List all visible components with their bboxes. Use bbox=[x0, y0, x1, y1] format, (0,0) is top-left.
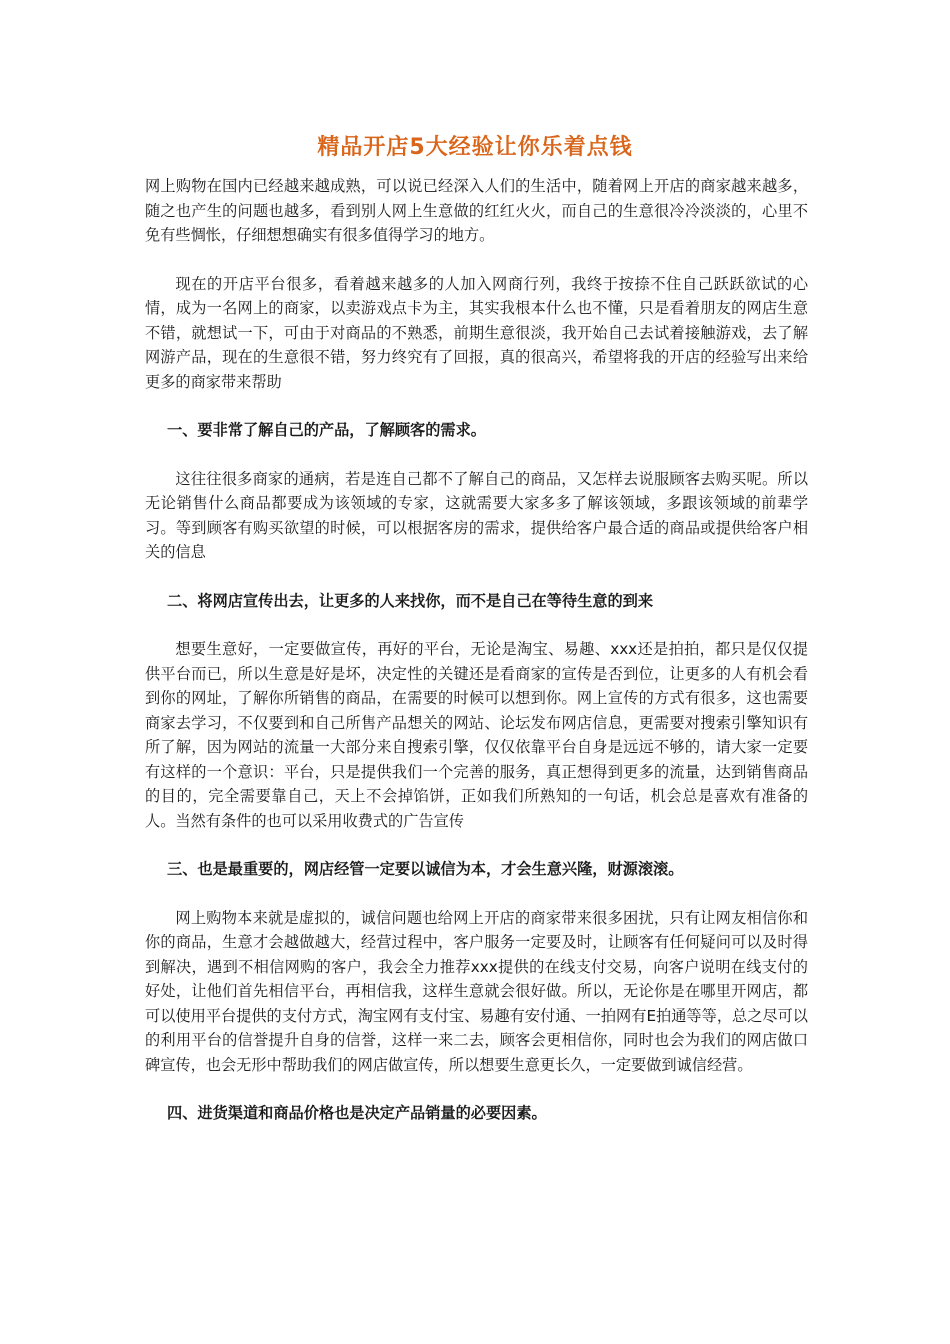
section-text-3: 网上购物本来就是虚拟的，诚信问题也给网上开店的商家带来很多困扰，只有让网友相信你和你的商品，生意才会越做越大，经营过程中，客户服务一定要及时，让顾客有任何疑问可以及时得到解决，遇到不相信网购的客户，我会全力推荐xxx提供的在线支付交易，向客户说明在线支付的好处，让他们首先相信平台，再相信我，这样生意就会很好做。所以，无论你是在哪里开网店，都可以使用平台提供的支付方式，淘宝网有支付宝、易趣有安付通、一拍网有E拍通等等，总之尽可以的利用平台的信誉提升自身的信誉，这样一来二去，顾客会更相信你，同时也会为我们的网店做口碑宣传，也会无形中帮助我们的网店做宣传，所以想要生意更长久，一定要做到诚信经营。 bbox=[145, 908, 808, 1074]
section-text-2: 想要生意好，一定要做宣传，再好的平台，无论是淘宝、易趣、xxx还是拍拍，都只是仅仅提供平台而已，所以生意是好是坏，决定性的关键还是看商家的宣传是否到位，让更多的人有机会看到你的网址，了解你所销售的商品，在需要的时候可以想到你。网上宣传的方式有很多，这也需要商家去学习，不仅要到和自己所售产品想关的网站、论坛发布网店信息，更需要对搜索引擎知识有所了解，因为网站的流量一大部分来自搜索引擎，仅仅依靠平台自身是远远不够的，请大家一定要有这样的一个意识：平台，只是提供我们一个完善的服务，真正想得到更多的流量，达到销售商品的目的，完全需要靠自己，天上不会掉馅饼，正如我们所熟知的一句话，机会总是喜欢有准备的人。当然有条件的也可以采用收费式的广告宣传 bbox=[145, 640, 808, 830]
document-body bbox=[145, 174, 808, 1126]
spacer bbox=[145, 443, 808, 467]
spacer bbox=[145, 394, 808, 418]
section-heading-2: 二、将网店宣传出去，让更多的人来找你，而不是自己在等待生意的到来 bbox=[167, 591, 653, 610]
intro-paragraph: 网上购物在国内已经越来越成熟，可以说已经深入人们的生活中，随着网上开店的商家越来越多，随之也产生的问题也越多，看到别人网上生意做的红红火火，而自己的生意很冷冷淡淡的，心里不免有些惆怅，仔细想想确实有很多值得学习的地方。 bbox=[145, 177, 808, 244]
spacer bbox=[145, 248, 808, 272]
section-heading-4: 四、进货渠道和商品价格也是决定产品销量的必要因素。 bbox=[167, 1104, 547, 1122]
paragraph-2: 现在的开店平台很多，看着越来越多的人加入网商行列，我终于按捺不住自己跃跃欲试的心情，成为一名网上的商家，以卖游戏点卡为主，其实我根本什么也不懂，只是看着朋友的网店生意不错，就想试一下，可由于对商品的不熟悉，前期生意很淡，我开始自己去试着接触游戏，去了解网游产品，现在的生意很不错，努力终究有了回报，真的很高兴，希望将我的开店的经验写出来给更多的商家带来帮助 bbox=[145, 274, 808, 391]
document-title: 精品开店5大经验让你乐着点钱 bbox=[317, 135, 633, 160]
spacer bbox=[145, 565, 808, 589]
section-text-1: 这往往很多商家的通病，若是连自己都不了解自己的商品，又怎样去说服顾客去购买呢。所以无论销售什么商品都要成为该领域的专家，这就需要大家多多了解该领域，多跟该领域的前辈学习。等到顾客有购买欲望的时候，可以根据客房的需求，提供给客户最合适的商品或提供给客户相关的信息 bbox=[145, 469, 808, 561]
spacer bbox=[145, 1077, 808, 1101]
spacer bbox=[145, 882, 808, 906]
section-heading-3: 三、也是最重要的，网店经管一定要以诚信为本，才会生意兴隆，财源滚滚。 bbox=[167, 860, 684, 878]
spacer bbox=[145, 613, 808, 637]
section-heading-1: 一、要非常了解自己的产品，了解顾客的需求。 bbox=[167, 421, 486, 439]
spacer bbox=[145, 833, 808, 857]
